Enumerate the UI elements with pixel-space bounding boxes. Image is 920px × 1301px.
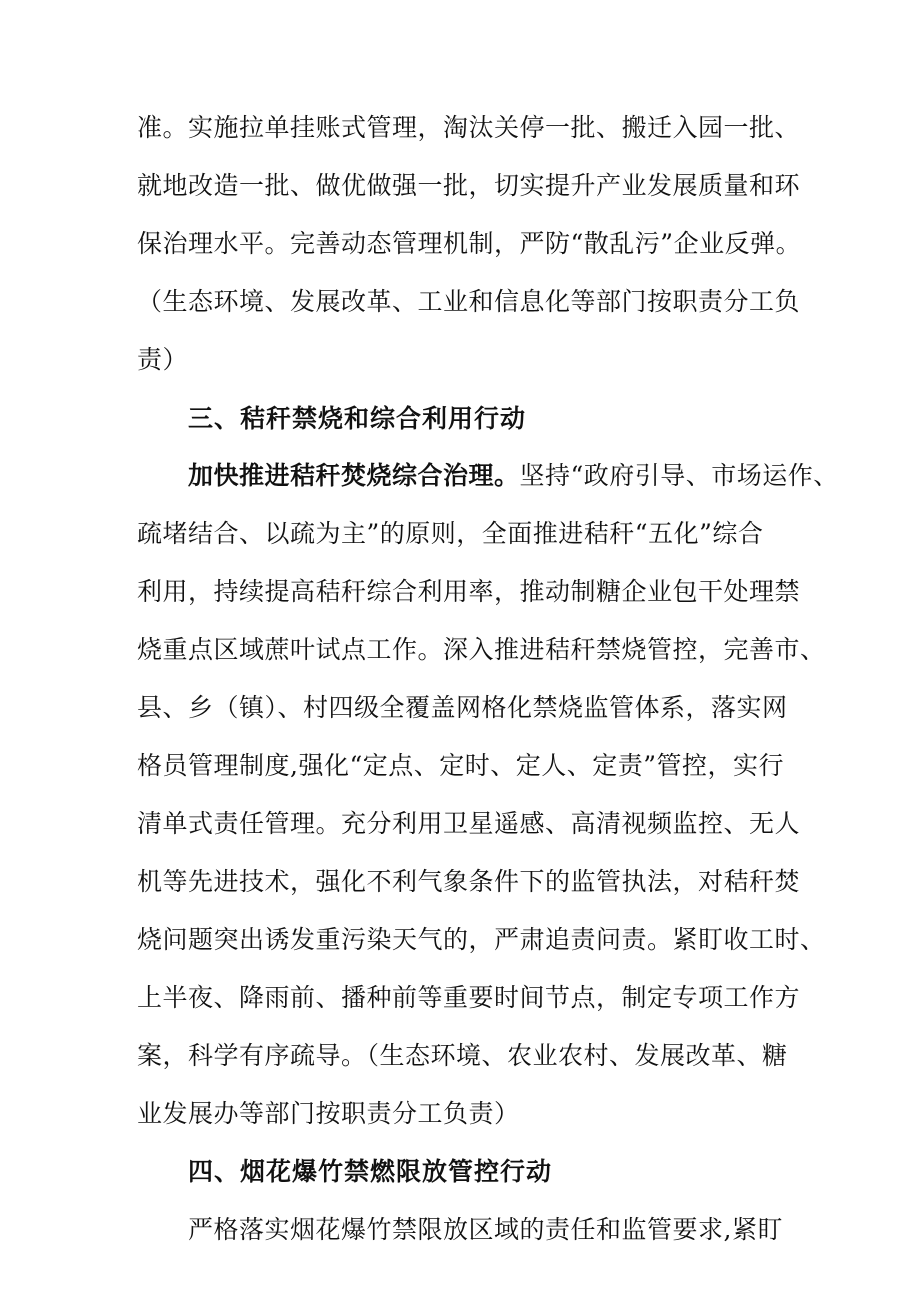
paragraph-line: 县、乡（镇）、村四级全覆盖网格化禁烧监管体系，落实网 [137, 693, 788, 722]
paragraph-line: 机等先进技术，强化不利气象条件下的监管执法，对秸秆焚 [137, 867, 801, 896]
paragraph-line: 就地改造一批、做优做强一批，切实提升产业发展质量和环 [137, 171, 801, 200]
paragraph-line: 案，科学有序疏导。（生态环境、农业农村、发展改革、糖 [137, 1041, 788, 1070]
paragraph-line: 准。实施拉单挂账式管理，淘汰关停一批、搬迁入园一批、 [137, 113, 801, 142]
paragraph-line: 烧问题突出诱发重污染天气的，严肃追责问责。紧盯收工时、 [137, 925, 826, 954]
paragraph-line: 利用，持续提高秸秆综合利用率，推动制糖企业包干处理禁 [137, 577, 801, 606]
paragraph-line: 上半夜、降雨前、播种前等重要时间节点，制定专项工作方 [137, 983, 801, 1012]
bold-lead-text: 加快推进秸秆焚烧综合治理。 [188, 461, 520, 490]
section-heading-4: 四、烟花爆竹禁燃限放管控行动 [188, 1157, 553, 1186]
paragraph-line [188, 461, 839, 491]
paragraph-line: 烧重点区域蔗叶试点工作。深入推进秸秆禁烧管控，完善市、 [137, 635, 826, 664]
lead-rest-text: 坚持“政府引导、市场运作、 [519, 461, 839, 490]
paragraph-line: 严格落实烟花爆竹禁限放区域的责任和监管要求,紧盯 [188, 1215, 783, 1244]
paragraph-line: 业发展办等部门按职责分工负责） [137, 1099, 520, 1128]
section-heading-3: 三、秸秆禁烧和综合利用行动 [188, 404, 527, 433]
paragraph-line: 保治理水平。完善动态管理机制，严防“散乱污”企业反弹。 [137, 229, 802, 258]
paragraph-line: 疏堵结合、以疏为主”的原则，全面推进秸秆“五化”综合 [137, 519, 764, 548]
paragraph-line: 责） [137, 345, 189, 374]
paragraph-line: （生态环境、发展改革、工业和信息化等部门按职责分工负 [137, 287, 801, 316]
paragraph-line: 格员管理制度,强化“定点、定时、定人、定责”管控，实行 [137, 751, 785, 780]
paragraph-line: 清单式责任管理。充分利用卫星遥感、高清视频监控、无人 [137, 809, 801, 838]
